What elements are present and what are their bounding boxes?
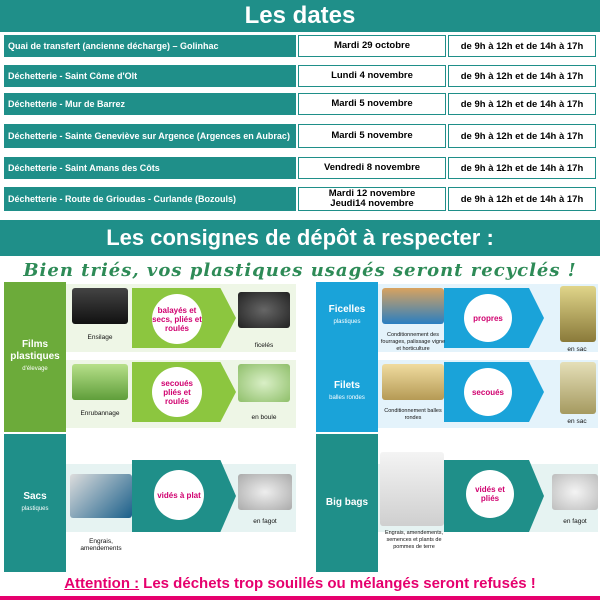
bigbags-fagot-photo	[552, 474, 598, 510]
sacs-title: Sacs	[23, 491, 47, 502]
hours-cell: de 9h à 12h et de 14h à 17h	[448, 187, 596, 211]
attention-text: Les déchets trop souillés ou mélangés seront refusés !	[143, 574, 536, 592]
date-cell: Mardi 5 novembre	[298, 93, 446, 115]
ficelles-photo	[382, 288, 444, 324]
hours-cell: de 9h à 12h et de 14h à 17h	[448, 35, 596, 57]
ficelles-title: Ficelles	[328, 304, 366, 315]
filets-photo	[382, 364, 444, 400]
ficelles-category	[316, 286, 378, 346]
ficelles-label: Conditionnement des fourrages, palissage vigne et horticulture	[380, 332, 446, 352]
hours-cell: de 9h à 12h et de 14h à 17h	[448, 93, 596, 115]
ficelles-sub: plastiques	[333, 319, 361, 325]
footer-warning	[0, 572, 600, 594]
en-boule-photo	[238, 364, 290, 402]
ficelles-instruction: propres	[464, 294, 512, 342]
table-row	[4, 157, 596, 179]
sacs-label: Engrais, amendements	[80, 538, 122, 552]
films-sub: d'élevage	[22, 366, 48, 372]
slogan: Bien triés, vos plastiques usagés seront recyclés !	[23, 259, 577, 281]
films-category	[4, 282, 66, 432]
table-row	[4, 93, 596, 115]
place-cell: Déchetterie - Route de Grioudas - Curlande (Bozouls)	[4, 187, 296, 211]
films-title: Films plastiques	[10, 339, 60, 362]
date-cell: Mardi 5 novembre	[298, 124, 446, 148]
bigbags-instruction: vidés et pliés	[466, 470, 514, 518]
enrubannage-photo	[72, 364, 128, 400]
sacs-category	[4, 434, 66, 572]
table-row	[4, 35, 596, 57]
ficelles-filets-block	[316, 282, 598, 432]
date-cell: Mardi 12 novembre Jeudi14 novembre	[298, 187, 446, 211]
date-cell: Vendredi 8 novembre	[298, 157, 446, 179]
date-cell: Mardi 29 octobre	[298, 35, 446, 57]
bigbags-label: Engrais, amendements, semences et plants de pommes de terre	[384, 530, 444, 550]
filets-sub: balles rondes	[329, 395, 365, 401]
filets-title: Filets	[333, 380, 361, 391]
left-panel	[4, 282, 296, 572]
date-cell: Lundi 4 novembre	[298, 65, 446, 87]
bigbags-photo	[380, 452, 444, 526]
place-cell: Déchetterie - Saint Amans des Côts	[4, 157, 296, 179]
ensilage-instruction: balayés et secs, pliés et roulés	[152, 294, 202, 344]
filets-label: Conditionnement balles rondes	[384, 408, 442, 421]
consignes-title: Les consignes de dépôt à respecter :	[0, 220, 600, 256]
enrubannage-label: Enrubannage	[80, 410, 120, 417]
table-row	[4, 124, 596, 148]
ficeles-photo	[238, 292, 290, 328]
table-row	[4, 187, 596, 211]
page-title: Les dates	[0, 0, 600, 32]
place-cell: Déchetterie - Mur de Barrez	[4, 93, 296, 115]
filets-result: en sac	[567, 418, 587, 425]
bigbags-title: Big bags	[325, 497, 369, 508]
place-cell: Déchetterie - Sainte Geneviève sur Argence (Argences en Aubrac)	[4, 124, 296, 148]
table-row	[4, 65, 596, 87]
place-cell: Déchetterie - Saint Côme d'Olt	[4, 65, 296, 87]
ficelles-sac-photo	[560, 286, 596, 342]
hours-cell: de 9h à 12h et de 14h à 17h	[448, 65, 596, 87]
sacs-result: en fagot	[253, 518, 277, 525]
ensilage-photo	[72, 288, 128, 324]
hours-cell: de 9h à 12h et de 14h à 17h	[448, 124, 596, 148]
ensilage-label: Ensilage	[87, 334, 113, 341]
sacs-instruction: vidés à plat	[154, 470, 204, 520]
dates-table	[0, 32, 600, 220]
bigbags-category	[316, 434, 378, 572]
footer-bar	[0, 596, 600, 600]
enrubannage-instruction: secoués pliés et roulés	[152, 367, 202, 417]
attention-label: Attention :	[64, 574, 140, 592]
right-panel	[316, 282, 598, 572]
bigbags-block	[316, 434, 598, 572]
sacs-sub: plastiques	[21, 506, 49, 512]
hours-cell: de 9h à 12h et de 14h à 17h	[448, 157, 596, 179]
bigbags-result: en fagot	[563, 518, 587, 525]
filets-sac-photo	[560, 362, 596, 414]
ficelles-result: en sac	[567, 346, 587, 353]
place-cell: Quai de transfert (ancienne décharge) – Golinhac	[4, 35, 296, 57]
sacs-block	[4, 434, 296, 572]
filets-category	[316, 362, 378, 422]
enrubannage-result: en boule	[251, 414, 277, 421]
filets-instruction: secoués	[464, 368, 512, 416]
sacs-photo	[70, 474, 132, 518]
films-block	[4, 282, 296, 432]
ensilage-result: ficelés	[254, 342, 274, 349]
sacs-fagot-photo	[238, 474, 292, 510]
